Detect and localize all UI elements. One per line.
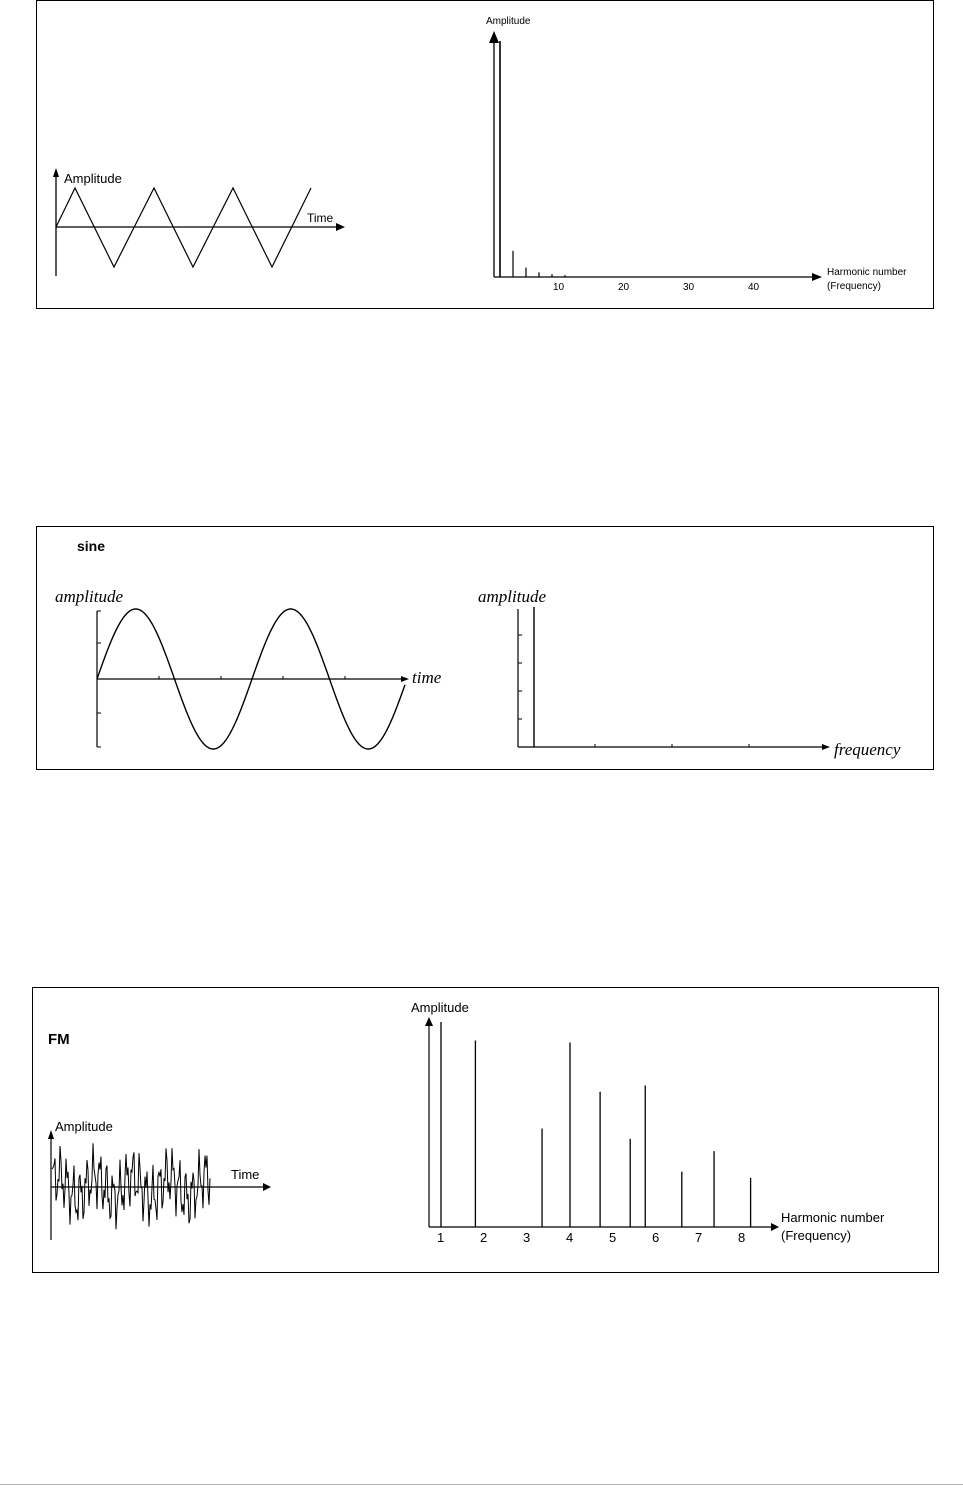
- triangle-spectrum-x-label-1: Harmonic number: [827, 267, 907, 278]
- triangle-tick-10: 10: [553, 282, 565, 293]
- sine-spectrum: [478, 587, 901, 759]
- sine-time-plot: [55, 587, 442, 749]
- sine-figure-canvas: [37, 527, 935, 771]
- triangle-y-arrow: [53, 168, 59, 177]
- triangle-tick-30: 30: [683, 282, 695, 293]
- sine-x-arrow: [401, 676, 409, 682]
- fm-tick-8: 8: [738, 1230, 746, 1245]
- fm-tick-6: 6: [652, 1230, 660, 1245]
- fm-time-plot: [48, 1119, 271, 1240]
- sine-spectrum-y-label: amplitude: [478, 587, 546, 606]
- fm-tick-5: 5: [609, 1230, 617, 1245]
- sine-title: sine: [77, 538, 106, 554]
- fm-tick-1: 1: [437, 1230, 445, 1245]
- fm-spectrum: [411, 1000, 885, 1245]
- fm-waveform: [52, 1143, 210, 1229]
- sine-spectrum-x-arrow: [822, 744, 830, 750]
- page-footer-rule: [0, 1484, 963, 1485]
- triangle-time-x-label: Time: [307, 211, 334, 225]
- fm-time-x-label: Time: [231, 1167, 260, 1182]
- fm-tick-labels: [437, 1230, 745, 1245]
- fm-spectrum-x-arrow: [771, 1223, 779, 1231]
- triangle-spectrum-x-label-2: (Frequency): [827, 281, 881, 292]
- fm-spectrum-y-arrow: [425, 1017, 433, 1026]
- fm-tick-7: 7: [695, 1230, 703, 1245]
- fm-tick-2: 2: [480, 1230, 488, 1245]
- sine-time-x-label: time: [412, 668, 442, 687]
- triangle-spectrum-y-arrow: [489, 31, 499, 43]
- triangle-time-y-label: Amplitude: [64, 171, 122, 186]
- fm-spectral-lines: [441, 1022, 751, 1227]
- triangle-figure-canvas: [37, 1, 935, 310]
- triangle-time-plot: [53, 168, 345, 276]
- triangle-x-arrow: [336, 223, 345, 231]
- fm-figure: [32, 987, 939, 1273]
- sine-spectrum-x-label: frequency: [834, 740, 901, 759]
- triangle-spectrum-y-label: Amplitude: [486, 16, 531, 27]
- fm-spectrum-x-label-1: Harmonic number: [781, 1210, 885, 1225]
- triangle-harmonic-lines: [500, 41, 565, 277]
- fm-title: FM: [48, 1031, 70, 1048]
- triangle-tick-20: 20: [618, 282, 630, 293]
- sine-time-y-label: amplitude: [55, 587, 123, 606]
- fm-figure-canvas: [33, 988, 940, 1274]
- fm-x-arrow: [263, 1183, 271, 1191]
- fm-time-y-label: Amplitude: [55, 1119, 113, 1134]
- fm-spectrum-x-label-2: (Frequency): [781, 1228, 852, 1243]
- triangle-spectrum-x-arrow: [812, 273, 822, 281]
- fm-tick-3: 3: [523, 1230, 531, 1245]
- fm-y-arrow: [48, 1130, 54, 1139]
- sine-figure: [36, 526, 934, 770]
- triangle-spectrum: [486, 16, 907, 293]
- triangle-figure: [36, 0, 934, 309]
- fm-spectrum-y-label: Amplitude: [411, 1000, 469, 1015]
- triangle-tick-40: 40: [748, 282, 760, 293]
- fm-tick-4: 4: [566, 1230, 574, 1245]
